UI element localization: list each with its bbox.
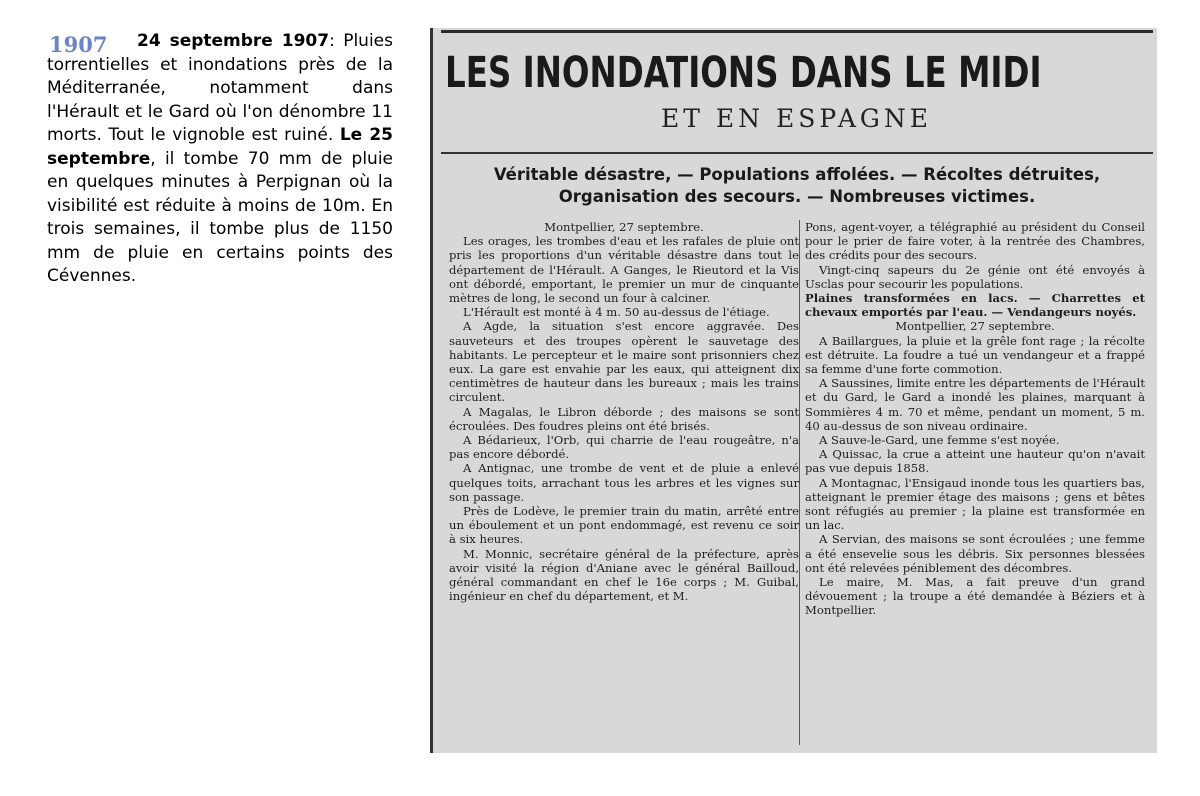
headline-rule (441, 152, 1153, 154)
article-paragraph: Montpellier, 27 septembre. (544, 220, 704, 234)
article-paragraph: A Servian, des maisons se sont écroulées ; une femme a été ensevelie sous les débris. Six personnes blessées ont été relevées péniblement des décombres. (805, 532, 1145, 575)
article-paragraph: M. Monnic, secrétaire général de la préfecture, après avoir visité la région d'Aniane avec le général Bailloud, général commandant en chef le 16e corps ; M. Guibal, ingénieur en chef du département, et M. (449, 546, 799, 604)
intro-paragraph (47, 30, 393, 289)
top-rule (441, 30, 1153, 33)
article-paragraph: L'Hérault est monté à 4 m. 50 au-dessus de l'étiage. (463, 305, 770, 320)
clipping-subhead: ET EN ESPAGNE (661, 104, 932, 133)
article-column-2 (805, 220, 1145, 748)
clipping-deck (447, 164, 1147, 208)
article-paragraph: A Antignac, une trombe de vent et de pluie a enlevé quelques toits, arrachant tous les arbres et les vignes sur son passage. (449, 461, 799, 504)
article-paragraph: A Sauve-le-Gard, une femme s'est noyée. (819, 433, 1060, 448)
article-paragraph: A Bédarieux, l'Orb, qui charrie de l'eau rougeâtre, n'a pas encore débordé. (449, 433, 799, 462)
article-paragraph: Montpellier, 27 septembre. (895, 319, 1055, 334)
deck-line-2: Organisation des secours. — Nombreuses victimes. (558, 187, 1036, 206)
article-paragraph: A Magalas, le Libron déborde ; des maisons se sont écroulées. Des foudres pleins ont été brisés. (449, 404, 799, 433)
article-paragraph: A Saussines, limite entre les départements de l'Hérault et du Gard, le Gard a inondé les plaines, marquant à Sommières 4 m. 70 et même, pendant un moment, 5 m. 40 au-dessus de son niveau ordinaire. (805, 376, 1145, 433)
article-paragraph: Plaines transformées en lacs. — Charrettes et chevaux emportés par l'eau. — Vendangeurs noyés. (805, 291, 1145, 320)
intro-text-1: : Pluies torrentielles et inondations près de la Méditerranée, notamment dans l'Hérault et le Gard où l'on dénombre 11 morts. Tout le vignoble est ruiné. (47, 31, 393, 145)
intro-date-1: 24 septembre 1907 (137, 31, 330, 51)
article-column-1 (449, 220, 799, 748)
intro-panel (47, 28, 393, 289)
article-paragraph: A Baillargues, la pluie et la grêle font rage ; la récolte est détruite. La foudre a tué un vendangeur et a frappé sa femme d'une forte commotion. (805, 333, 1145, 377)
intro-text-2: , il tombe 70 mm de pluie en quelques minutes à Perpignan où la visibilité est réduite à moins de 10m. En trois semaines, il tombe plus de 1150 mm de pluie en certains points des Cévennes. (47, 148, 393, 286)
article-paragraph: A Montagnac, l'Ensigaud inonde tous les quartiers bas, atteignant le premier étage des maisons ; gens et bêtes sont réfugiés au premier ; la plaine est transformée en un lac. (805, 475, 1145, 533)
article-paragraph: Près de Lodève, le premier train du matin, arrêté entre un éboulement et un pont endommagé, est revenu ce soir à six heures. (449, 504, 799, 547)
article-paragraph: A Quissac, la crue a atteint une hauteur qu'on n'avait pas vue depuis 1858. (805, 447, 1145, 476)
intro-date-2: Le 25 septembre (47, 125, 393, 169)
deck-line-1: Véritable désastre, — Populations affolées. — Récoltes détruites, (493, 165, 1101, 184)
clipping-headline: LES INONDATIONS DANS LE MIDI (445, 48, 1042, 98)
article-paragraph: Le maire, M. Mas, a fait preuve d'un grand dévouement ; la troupe a été demandée à Béziers et à Montpellier. (805, 575, 1145, 618)
article-paragraph: Pons, agent-voyer, a télégraphié au président du Conseil pour le prier de faire voter, à la rentrée des Chambres, des crédits pour des secours. (805, 220, 1145, 263)
article-paragraph: Vingt-cinq sapeurs du 2e génie ont été envoyés à Usclas pour secourir les populations. (805, 262, 1145, 291)
year-label: 1907 (49, 32, 108, 57)
article-paragraph: A Agde, la situation s'est encore aggravée. Des sauveteurs et des troupes opèrent le sauvetage des habitants. Le percepteur et le maire sont prisonniers chez eux. La gare est envahie par les eaux, qui atteignent dix centimètres de hauteur dans les bureaux ; mais les trains circulent. (449, 319, 799, 405)
article-paragraph: Les orages, les trombes d'eau et les rafales de pluie ont pris les proportions d'un véritable désastre dans tout le département de l'Hérault. A Ganges, le Rieutord et la Vis ont débordé, emportant, le premier un mur de cinquante mètres de long, le second un four à calciner. (449, 234, 799, 306)
column-rule (799, 220, 800, 745)
newspaper-clipping (430, 28, 1157, 753)
